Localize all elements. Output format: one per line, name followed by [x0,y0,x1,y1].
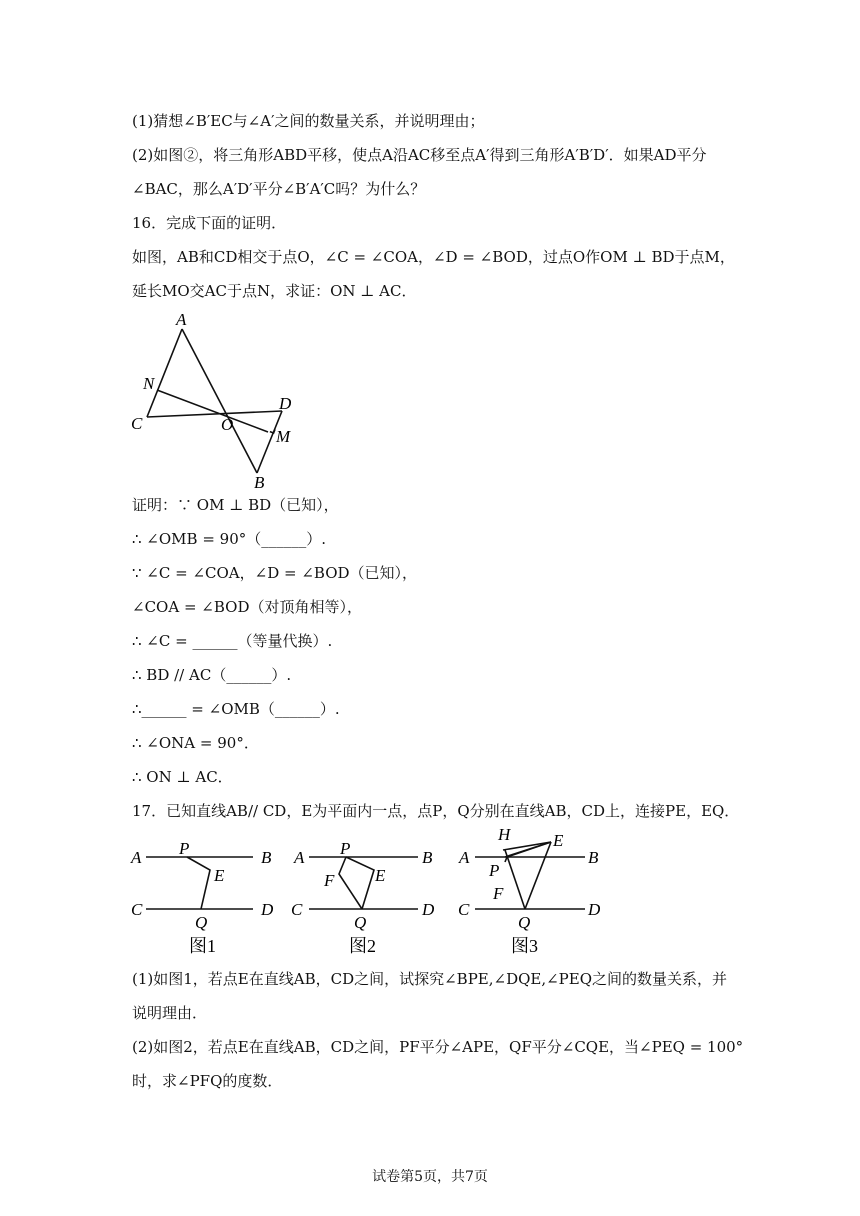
fig1-caption: 图1 [189,936,216,956]
q15-part2-cont: ∠BAC，那么A′D′平分∠B′A′C吗？为什么？ [132,180,426,198]
proof-line-6: ∴ BD // AC（______）. [132,666,292,684]
figure-17-1 [130,839,274,956]
proof-line-1: 证明：∵ OM ⊥ BD（已知）， [132,496,339,514]
label-D: D [279,394,292,413]
fig2-label-P: P [340,839,351,858]
page-footer: 试卷第5页，共7页 [372,1169,488,1185]
figure-16 [125,305,305,490]
fig2-label-C: C [291,900,303,919]
proof-line-9: ∴ ON ⊥ AC． [132,768,233,786]
fig1-label-D: D [261,900,274,919]
proof-line-2: ∴ ∠OMB = 90°（______）. [132,530,327,548]
label-O: O [221,415,234,434]
fig2-caption: 图2 [349,936,376,956]
fig3-label-P: P [489,861,500,880]
proof-line-8: ∴ ∠ONA = 90°． [132,734,259,752]
q17-stem: 17．已知直线AB// CD，E为平面内一点，点P，Q分别在直线AB，CD上，连接PE，EQ． [132,802,740,820]
q17-part1-cont: 说明理由． [132,1004,208,1022]
fig3-caption: 图3 [511,936,538,956]
fig3-label-Q: Q [518,913,531,932]
fig2-label-E: E [375,866,386,885]
fig1-label-P: P [179,839,190,858]
figure-17-set [125,822,615,962]
q15-part2: (2)如图②，将三角形ABD平移，使点A沿AC移至点A′得到三角形A′B′D′．如果AD平分 [132,146,707,164]
fig3-label-A: A [459,848,470,867]
fig3-label-D: D [588,900,601,919]
fig3-label-C: C [458,900,470,919]
q15-part1: (1)猜想∠B′EC与∠A′之间的数量关系，并说明理由； [132,112,485,130]
fig2-label-D: D [422,900,435,919]
label-C: C [131,414,143,433]
label-M: M [276,427,291,446]
figure-17-2 [291,839,435,956]
label-B: B [254,473,265,490]
q17-part2-cont: 时，求∠PFQ的度数． [132,1072,283,1090]
q17-part1: (1)如图1，若点E在直线AB，CD之间，试探究∠BPE,∠DQE,∠PEQ之间的数量关系，并 [132,970,728,988]
proof-line-7: ∴______ = ∠OMB（______）. [132,700,340,718]
q16-stem-cont: 延长MO交AC于点N，求证：ON ⊥ AC． [132,282,417,300]
fig1-label-C: C [131,900,143,919]
fig1-label-Q: Q [195,913,208,932]
fig3-label-H: H [498,825,511,844]
figure-17-3 [458,825,601,956]
fig2-label-A: A [294,848,305,867]
proof-line-3: ∵ ∠C = ∠COA，∠D = ∠BOD（已知）， [132,564,418,582]
q16-title: 16．完成下面的证明． [132,214,287,232]
fig1-label-B: B [261,848,272,867]
fig2-label-B: B [422,848,433,867]
fig3-label-B: B [588,848,599,867]
q16-stem: 如图，AB和CD相交于点O，∠C = ∠COA，∠D = ∠BOD，过点O作OM ⊥ BD于点M， [132,248,735,266]
fig1-label-E: E [214,866,225,885]
fig2-label-F: F [324,871,335,890]
label-N: N [143,374,155,393]
fig2-label-Q: Q [354,913,367,932]
label-A: A [176,310,187,329]
proof-line-4: ∠COA = ∠BOD（对顶角相等）， [132,598,362,616]
q17-part2: (2)如图2，若点E在直线AB，CD之间，PF平分∠APE，QF平分∠CQE，当∠PEQ = 100° [132,1038,744,1056]
fig1-label-A: A [131,848,142,867]
proof-line-5: ∴ ∠C = ______（等量代换）. [132,632,333,650]
fig3-label-E: E [553,831,564,850]
fig3-label-F: F [493,884,504,903]
